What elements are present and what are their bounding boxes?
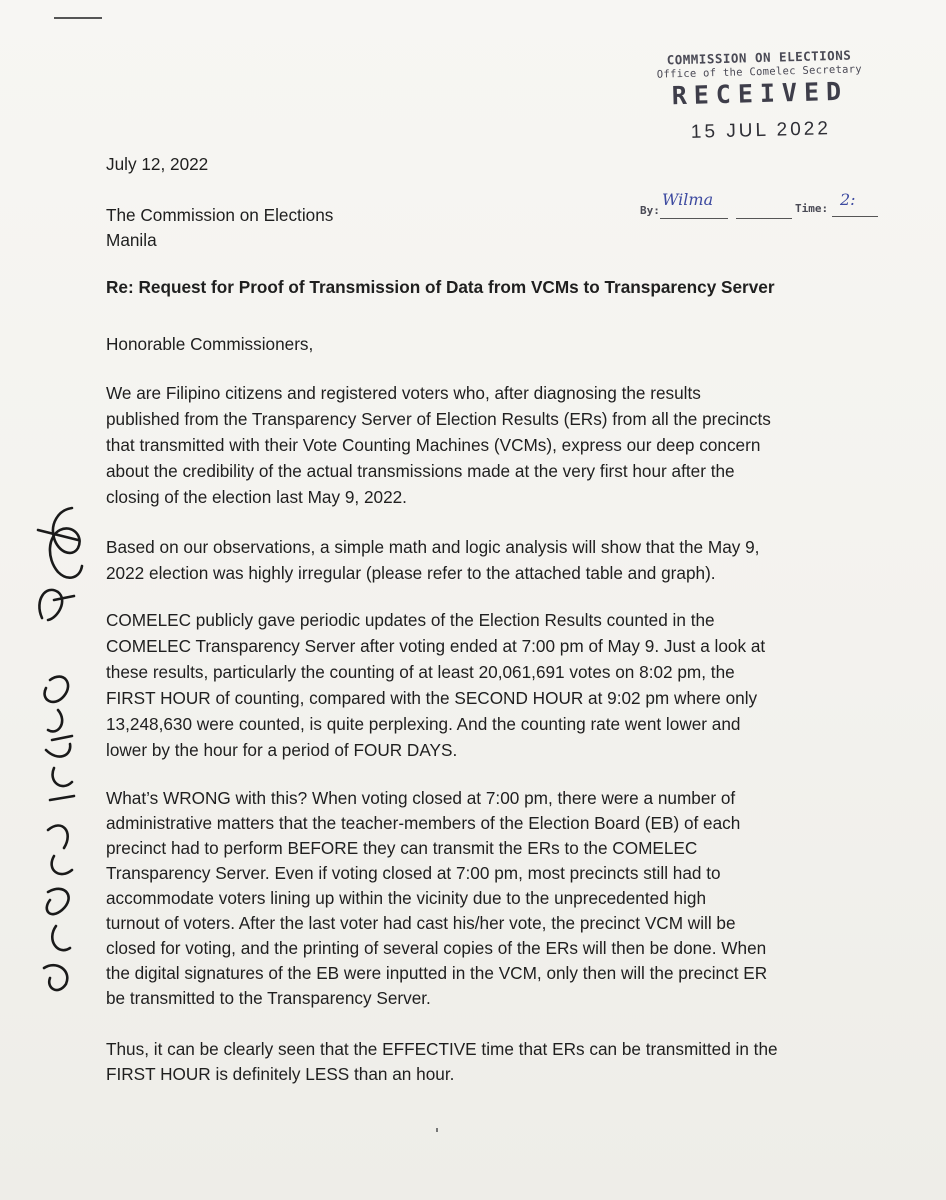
margin-signature-1-tail xyxy=(39,590,74,620)
stamp-by-underline-2 xyxy=(736,218,792,219)
paragraph-line: accommodate voters lining up within the vicinity due to the unprecedented high xyxy=(106,888,707,908)
stamp-time-underline xyxy=(832,216,878,217)
letter-subject: Re: Request for Proof of Transmission of Data from VCMs to Transparency Server xyxy=(106,277,775,297)
paragraph-line: precinct had to perform BEFORE they can transmit the ERs to the COMELEC xyxy=(106,838,698,858)
paragraph-line: the digital signatures of the EB were inputted in the VCM, only then will the precinct ER xyxy=(106,963,768,983)
paragraph-line: closed for voting, and the printing of several copies of the ERs will then be done. When xyxy=(106,938,767,958)
letter-date: July 12, 2022 xyxy=(106,154,209,174)
paragraph-line: these results, particularly the counting of at least 20,061,691 votes on 8:02 pm, the xyxy=(106,662,735,682)
paragraph-line: lower by the hour for a period of FOUR DAYS. xyxy=(106,740,458,760)
paragraph-line: 13,248,630 were counted, is quite perplexing. And the counting rate went lower and xyxy=(106,714,741,734)
paragraph-line: FIRST HOUR of counting, compared with the SECOND HOUR at 9:02 pm where only xyxy=(106,688,758,708)
stamp-by-label: By: xyxy=(640,204,660,217)
stamp-time-value: 2: xyxy=(840,190,856,209)
margin-signatures xyxy=(28,500,88,1000)
paragraph-line: closing of the election last May 9, 2022. xyxy=(106,487,407,507)
stamp-office: Office of the Comelec Secretary xyxy=(656,63,863,81)
stamp-by-underline xyxy=(660,218,728,219)
addressee-line-2: Manila xyxy=(106,230,157,250)
margin-signature-1-stroke xyxy=(50,508,82,578)
stamp-status: RECEIVED xyxy=(671,76,849,111)
received-stamp xyxy=(639,47,881,145)
salutation: Honorable Commissioners, xyxy=(106,334,314,354)
margin-signature-3-stroke xyxy=(44,825,72,990)
paragraph-line: FIRST HOUR is definitely LESS than an hour. xyxy=(106,1064,455,1084)
stamp-org: COMMISSION ON ELECTIONS xyxy=(666,47,852,68)
stamp-by-signature: Wilma xyxy=(662,190,714,209)
paragraph-line: What’s WRONG with this? When voting closed at 7:00 pm, there were a number of xyxy=(106,788,736,808)
paragraph-line: COMELEC publicly gave periodic updates of the Election Results counted in the xyxy=(106,610,715,630)
paragraph-line: Thus, it can be clearly seen that the EFFECTIVE time that ERs can be transmitted in the xyxy=(106,1039,778,1059)
addressee-line-1: The Commission on Elections xyxy=(106,205,334,225)
paragraph-line: turnout of voters. After the last voter had cast his/her vote, the precinct VCM will be xyxy=(106,913,736,933)
paragraph-line: Based on our observations, a simple math and logic analysis will show that the May 9, xyxy=(106,537,760,557)
paragraph-line: that transmitted with their Vote Counting Machines (VCMs), express our deep concern xyxy=(106,435,761,455)
paragraph-line: about the credibility of the actual transmissions made at the very first hour after the xyxy=(106,461,735,481)
paragraph-line: be transmitted to the Transparency Server. xyxy=(106,988,431,1008)
stamp-date: 15 JUL 2022 xyxy=(690,118,832,143)
margin-signature-2-stroke xyxy=(45,677,74,800)
paragraph-line: published from the Transparency Server of Election Results (ERs) from all the precincts xyxy=(106,409,771,429)
paragraph-line: Transparency Server. Even if voting closed at 7:00 pm, most precincts still had to xyxy=(106,863,721,883)
stamp-time-label: Time: xyxy=(795,202,829,215)
paragraph-line: 2022 election was highly irregular (please refer to the attached table and graph). xyxy=(106,563,716,583)
stray-mark xyxy=(436,1128,438,1132)
paragraph-line: administrative matters that the teacher-members of the Election Board (EB) of each xyxy=(106,813,741,833)
top-pen-mark xyxy=(54,17,102,19)
stamp-by-time xyxy=(640,190,890,222)
paragraph-line: We are Filipino citizens and registered voters who, after diagnosing the results xyxy=(106,383,701,403)
paragraph-line: COMELEC Transparency Server after voting ended at 7:00 pm of May 9. Just a look at xyxy=(106,636,766,656)
